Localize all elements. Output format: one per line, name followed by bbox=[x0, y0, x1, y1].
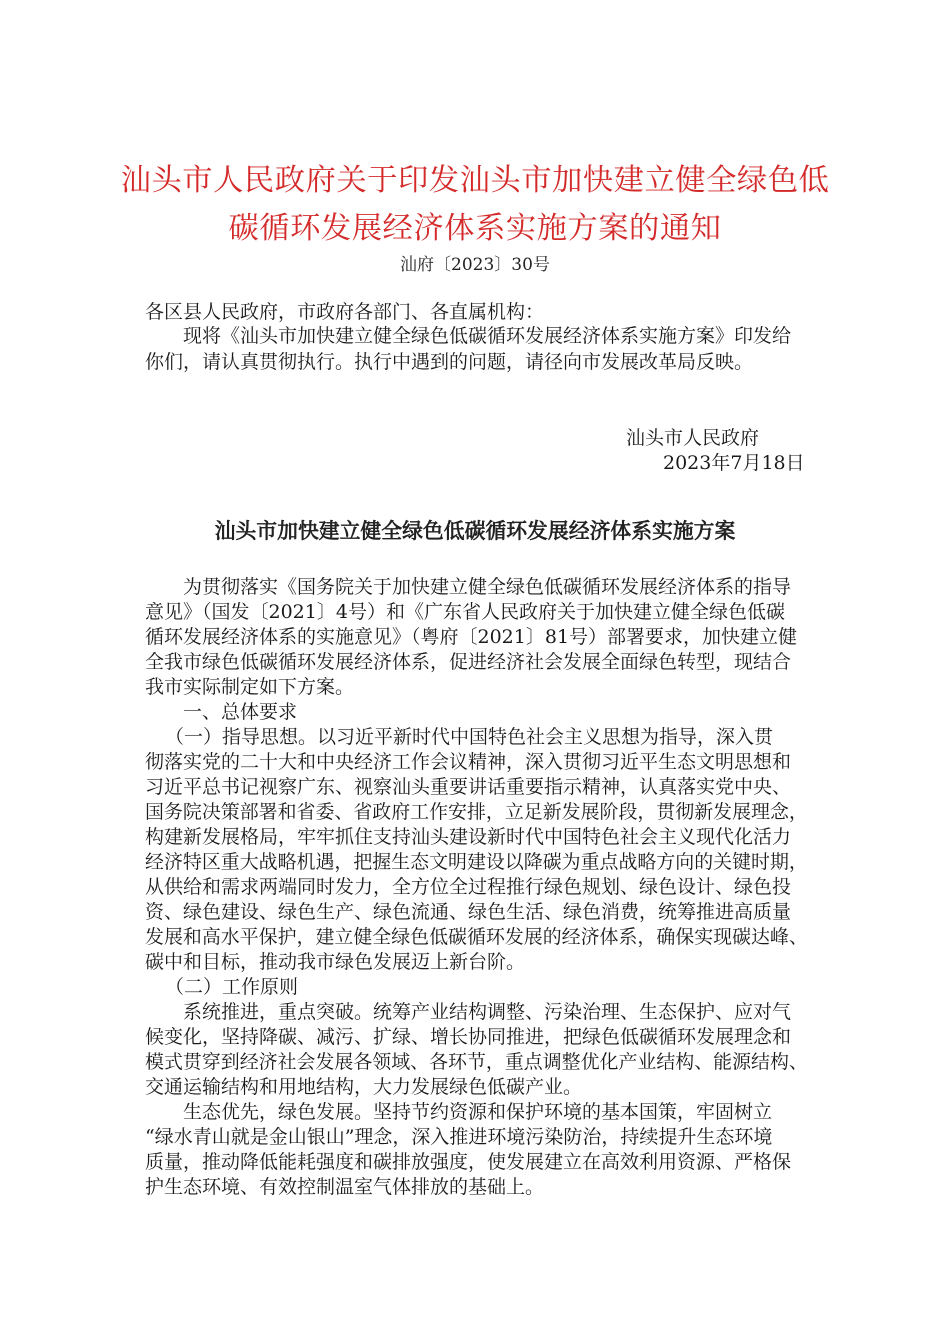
section-heading: 一、总体要求 bbox=[183, 701, 298, 723]
plan-line: 意见》（国发〔2021〕4号）和《广东省人民政府关于加快建立健全绿色低碳 bbox=[145, 601, 785, 623]
notice-body-line: 你们，请认真贯彻执行。执行中遇到的问题，请径向市发展改革局反映。 bbox=[145, 351, 754, 373]
plan-line: 经济特区重大战略机遇，把握生态文明建设以降碳为重点战略方向的关键时期， bbox=[145, 851, 808, 873]
plan-line: 我市实际制定如下方案。 bbox=[145, 676, 355, 698]
plan-line: 候变化，坚持降碳、减污、扩绿、增长协同推进，把绿色低碳循环发展理念和 bbox=[145, 1026, 792, 1048]
subsection-heading: （二）工作原则 bbox=[165, 976, 299, 998]
notice-title-line-1: 汕头市人民政府关于印发汕头市加快建立健全绿色低 bbox=[120, 163, 830, 198]
notice-title-line-2: 碳循环发展经济体系实施方案的通知 bbox=[228, 211, 722, 246]
addressee: 各区县人民政府，市政府各部门、各直属机构： bbox=[145, 301, 545, 323]
plan-line: 构建新发展格局，牢牢抓住支持汕头建设新时代中国特色社会主义现代化活力 bbox=[145, 826, 792, 848]
plan-line: 交通运输结构和用地结构，大力发展绿色低碳产业。 bbox=[145, 1076, 583, 1098]
notice-body-line: 现将《汕头市加快建立健全绿色低碳循环发展经济体系实施方案》印发给 bbox=[183, 325, 792, 347]
plan-line: 循环发展经济体系的实施意见》（粤府〔2021〕81号）部署要求，加快建立健 bbox=[145, 626, 798, 648]
plan-line: 为贯彻落实《国务院关于加快建立健全绿色低碳循环发展经济体系的指导 bbox=[183, 576, 792, 598]
signature-date: 2023年7月18日 bbox=[663, 452, 805, 474]
document-number: 汕府〔2023〕30号 bbox=[400, 255, 550, 275]
plan-line: 模式贯穿到经济社会发展各领域、各环节，重点调整优化产业结构、能源结构、 bbox=[145, 1051, 808, 1073]
plan-line: 质量，推动降低能耗强度和碳排放强度，使发展建立在高效利用资源、严格保 bbox=[145, 1151, 792, 1173]
plan-line: 习近平总书记视察广东、视察汕头重要讲话重要指示精神，认真落实党中央、 bbox=[145, 776, 792, 798]
plan-line: 碳中和目标，推动我市绿色发展迈上新台阶。 bbox=[145, 951, 526, 973]
plan-line: 发展和高水平保护，建立健全绿色低碳循环发展的经济体系，确保实现碳达峰、 bbox=[145, 926, 808, 948]
plan-line: “绿水青山就是金山银山”理念，深入推进环境污染防治，持续提升生态环境 bbox=[145, 1126, 773, 1148]
plan-line: 从供给和需求两端同时发力，全方位全过程推行绿色规划、绿色设计、绿色投 bbox=[145, 876, 792, 898]
plan-line: 资、绿色建设、绿色生产、绿色流通、绿色生活、绿色消费，统筹推进高质量 bbox=[145, 901, 792, 923]
signature: 汕头市人民政府 bbox=[626, 427, 760, 449]
plan-line: 彻落实党的二十大和中央经济工作会议精神，深入贯彻习近平生态文明思想和 bbox=[145, 751, 792, 773]
plan-line: 生态优先，绿色发展。坚持节约资源和保护环境的基本国策，牢固树立 bbox=[183, 1101, 773, 1123]
plan-line: 国务院决策部署和省委、省政府工作安排，立足新发展阶段，贯彻新发展理念， bbox=[145, 801, 808, 823]
plan-line: 系统推进，重点突破。统筹产业结构调整、污染治理、生态保护、应对气 bbox=[183, 1001, 792, 1023]
plan-line: 护生态环境、有效控制温室气体排放的基础上。 bbox=[145, 1176, 545, 1198]
plan-title: 汕头市加快建立健全绿色低碳循环发展经济体系实施方案 bbox=[214, 519, 736, 543]
plan-line: 全我市绿色低碳循环发展经济体系，促进经济社会发展全面绿色转型，现结合 bbox=[145, 651, 792, 673]
plan-line: （一）指导思想。以习近平新时代中国特色社会主义思想为指导，深入贯 bbox=[165, 726, 774, 748]
